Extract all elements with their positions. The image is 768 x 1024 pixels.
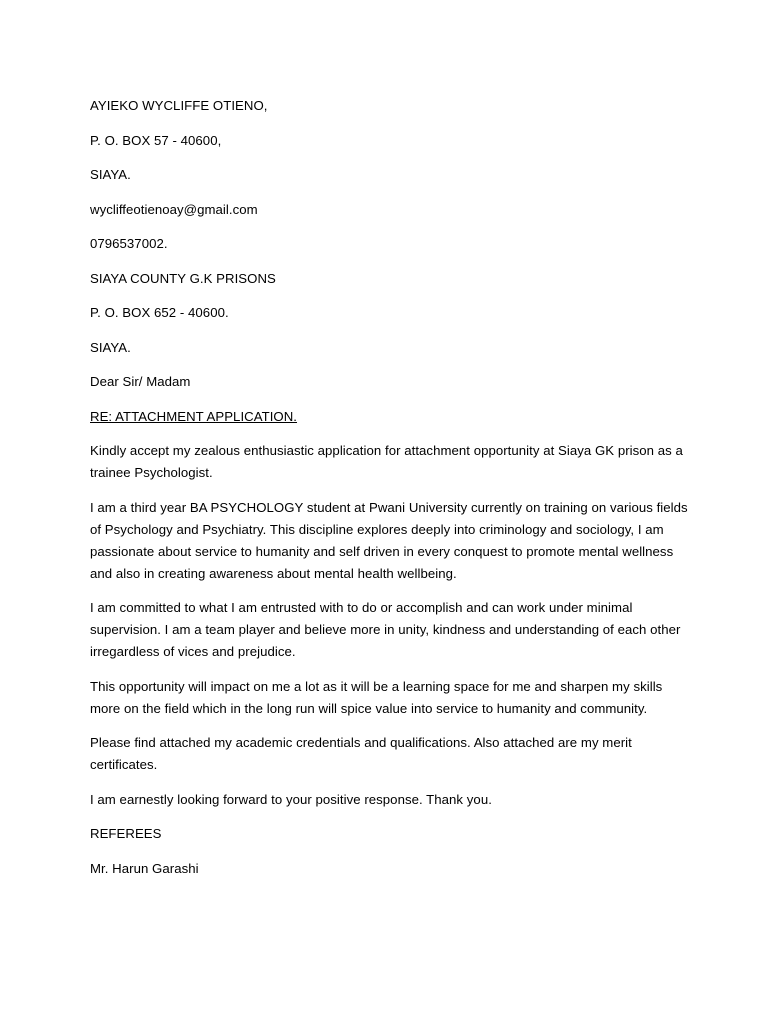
paragraph-opportunity: This opportunity will impact on me a lot as it will be a learning space for me and sharpen my skills more on the field which in the long run will spice value into service to humanity and community. [90,678,663,716]
recipient-name: SIAYA COUNTY G.K PRISONS [90,270,276,286]
sender-phone: 0796537002. [90,236,168,251]
sender-po-box: P. O. BOX 57 - 40600, [90,132,222,148]
sender-email: wycliffeotienoay@gmail.com [90,201,258,217]
referee-name: Mr. Harun Garashi [90,860,199,876]
paragraph-closing: I am earnestly looking forward to your positive response. Thank you. [90,791,492,807]
paragraph-intro: Kindly accept my zealous enthusiastic application for attachment opportunity at Siaya GK prison as a trainee Psychologist. [90,443,683,480]
paragraph-attachments: Please find attached my academic credentials and qualifications. Also attached are my merit certificates. [90,735,632,772]
recipient-town: SIAYA. [90,339,131,355]
subject-line: RE: ATTACHMENT APPLICATION. [90,408,298,424]
paragraph-commitment: I am committed to what I am entrusted with to do or accomplish and can work under minimal supervision. I am a team player and believe more in unity, kindness and understanding of each other irregardless of vices and prejudice. [90,600,681,659]
recipient-po-box: P. O. BOX 652 - 40600. [90,305,229,320]
letter-body [90,95,690,892]
salutation: Dear Sir/ Madam [90,374,191,389]
sender-town: SIAYA. [90,167,131,182]
referees-heading: REFEREES [90,826,162,841]
sender-name: AYIEKO WYCLIFFE OTIENO, [90,98,268,113]
paragraph-background: I am a third year BA PSYCHOLOGY student at Pwani University currently on training on various fields of Psychology and Psychiatry. This discipline explores deeply into criminology and sociology, I am passionate about service to humanity and self driven in every conquest to promote mental wellness and also in creating awareness about mental health wellbeing. [90,499,688,581]
